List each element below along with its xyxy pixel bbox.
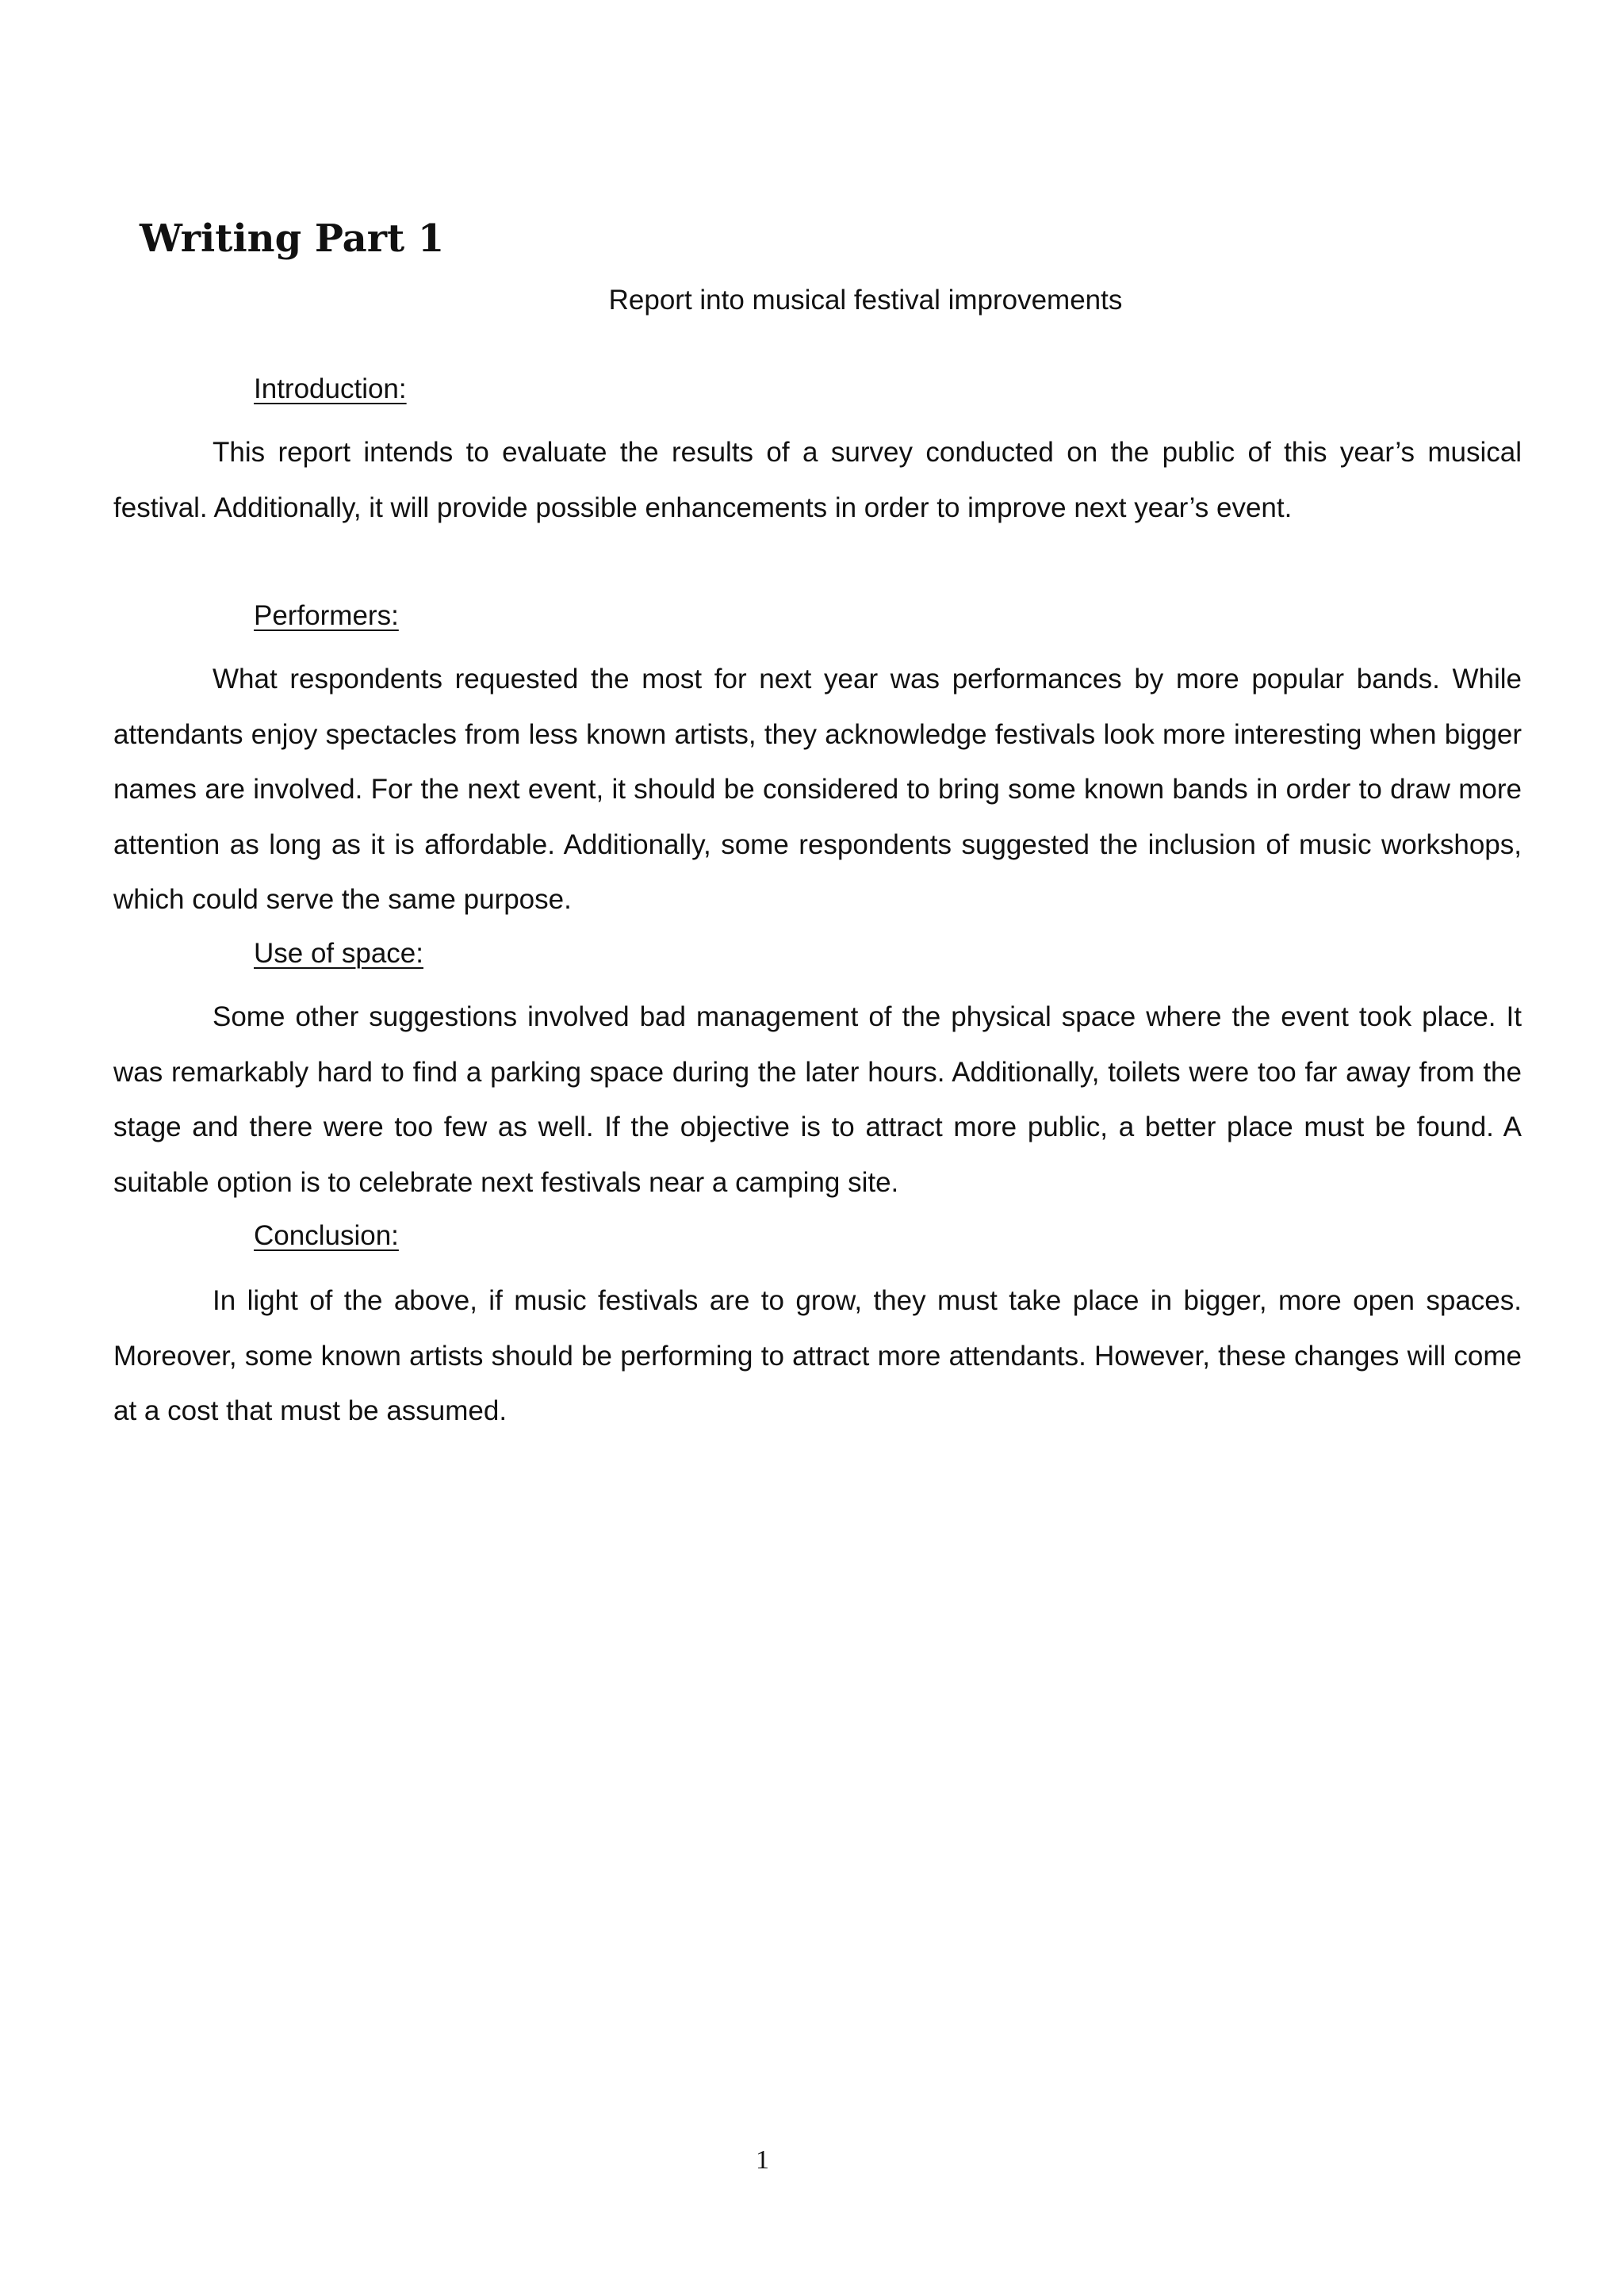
paragraph-use-of-space: Some other suggestions involved bad management of the physical space where the event took place. It was remarkably hard to find a parking space during the later hours. Additionally, toilets were too far away from the stage and there were too few as well. If the objective is to attract more public, a better place must be found. A suitable option is to celebrate next festivals near a camping site.: [113, 1001, 1522, 1198]
section-heading-conclusion: Conclusion:: [254, 1220, 399, 1251]
section-heading-introduction: Introduction:: [254, 373, 407, 404]
paragraph-conclusion: In light of the above, if music festivals are to grow, they must take place in bigger, more open spaces. Moreover, some known artists should be performing to attract more attendants. However, these changes will come at a cost that must be assumed.: [113, 1285, 1522, 1426]
page-number: 1: [756, 2145, 769, 2175]
section-heading-performers: Performers:: [254, 600, 399, 631]
section-heading-use-of-space: Use of space:: [254, 938, 423, 969]
paragraph-introduction: This report intends to evaluate the results of a survey conducted on the public of this year’s musical festival. Additionally, it will provide possible enhancements in order to improve next year’s event.: [113, 437, 1522, 523]
page-title: Writing Part 1: [140, 216, 445, 261]
report-subtitle: Report into musical festival improvements: [608, 285, 1123, 316]
paragraph-performers: What respondents requested the most for next year was performances by more popular bands. While attendants enjoy spectacles from less known artists, they acknowledge festivals look more interesting when bigger names are involved. For the next event, it should be considered to bring some known bands in order to draw more attention as long as it is affordable. Additionally, some respondents suggested the inclusion of music workshops, which could serve the same purpose.: [113, 664, 1522, 915]
